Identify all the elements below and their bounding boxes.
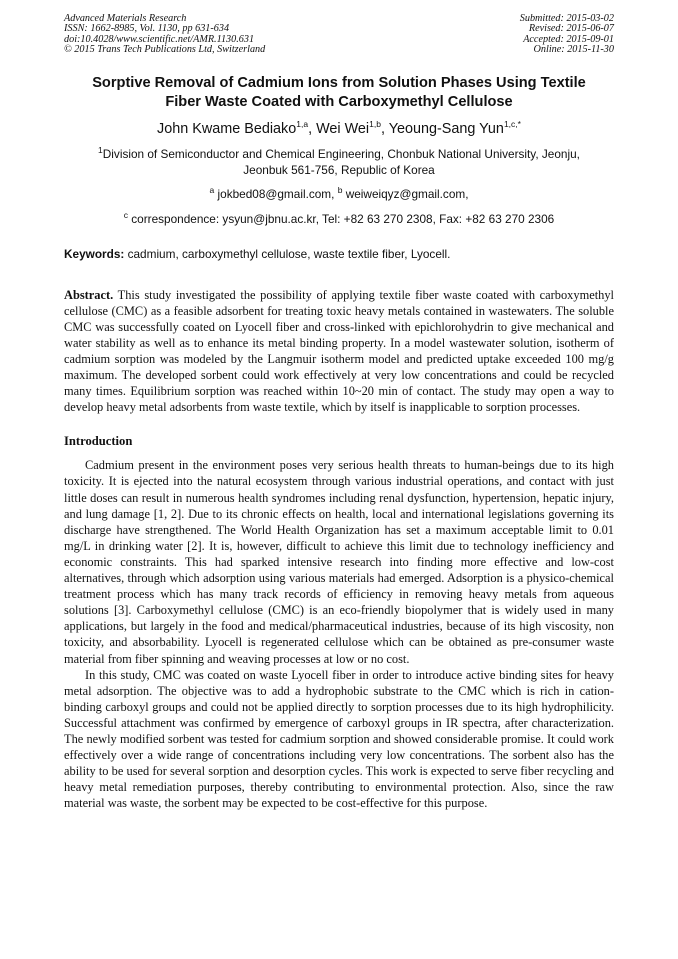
date-accepted: Accepted: 2015-09-01 xyxy=(523,33,614,45)
author-list: John Kwame Bediako$^{1,a}$, Wei Wei$^{1,b}$, Yeoung-Sang Yun$^{1,c,*}$ xyxy=(157,118,521,137)
author-name: John Kwame Bediako xyxy=(157,120,297,137)
introduction-paragraph: In this study, CMC was coated on waste Lyocell fiber in order to introduce active binding sites for heavy metal adsorption. The objective was to add a hydrophobic substrate to the CMC which is rich in cation-binding carboxyl groups and could not be applied directly to sorption processes due to its high hydrophilicity. Successful attachment was confirmed by emergence of carboxyl groups in IR spectra, after characterization. The newly modified sorbent was tested for cadmium sorption and showed considerable promise. It could work effectively over a wide range of concentrations including very low concentrations. The sorbent also has the ability to be used for several sorption and desorption cycles. This work is expected to serve fiber recycling and heavy metal remediation purposes, thereby contributing to environmental protection. Also, since the raw material was waste, the sorbent may be expected to be cost-effective for this purpose. xyxy=(64,667,614,811)
keywords-text: cadmium, carboxymethyl cellulose, waste textile fiber, Lyocell. xyxy=(127,246,451,261)
date-online: Online: 2015-11-30 xyxy=(533,44,614,56)
author-superscript: 1,a xyxy=(296,118,309,129)
email-superscript: a xyxy=(209,184,215,195)
email-superscript: b xyxy=(337,184,343,195)
correspondence xyxy=(64,211,614,227)
date-submitted: Submitted: 2015-03-02 xyxy=(519,13,614,24)
publication-dates xyxy=(520,14,614,56)
keywords-label: Keywords: xyxy=(64,246,125,261)
journal-name: Advanced Materials Research xyxy=(64,13,187,24)
author-emails xyxy=(64,186,614,202)
author-superscript: 1,b xyxy=(369,118,381,129)
title-line-1: Sorptive Removal of Cadmium Ions from Solution Phases Using Textile xyxy=(92,74,586,91)
section-heading-introduction: Introduction xyxy=(64,434,133,449)
journal-issn: ISSN: 1662-8985, Vol. 1130, pp 631-634 xyxy=(64,23,230,35)
author-name: Wei Wei xyxy=(316,120,370,137)
correspondence-text: correspondence: ysyun@jbnu.ac.kr, Tel: +82 63 270 2308, Fax: +82 63 270 2306 xyxy=(131,211,555,226)
affiliation xyxy=(64,146,614,178)
email-b[interactable]: weiweiqyz@gmail.com, xyxy=(345,186,469,201)
affiliation-line-2: Jeonbuk 561-756, Republic of Korea xyxy=(243,162,435,177)
abstract-text: This study investigated the possibility of applying textile fiber waste coated with carboxymethyl cellulose (CMC) as a feasible adsorbent for treating toxic heavy metals contained in wastewaters. The soluble CMC was successfully coated on Lyocell fiber and cross-linked with epichlorohydrin to give mechanical and water stability as well as to enhance its metal binding property. In a model wastewater solution, isotherm of cadmium sorption was modeled by the Langmuir isotherm model and predicted uptake exceeded 100 mg/g maximum. The developed sorbent could work effectively at very low concentrations and could be recycled many times. Equilibrium sorption was reached within 10~20 min of contact. The study may open a way to develop heavy metal adsorbents from waste textile, which by itself is inapplicable to sorption processes. xyxy=(64,287,614,415)
abstract xyxy=(64,287,614,416)
title-line-2: Fiber Waste Coated with Carboxymethyl Cellulose xyxy=(165,93,513,110)
journal-info xyxy=(64,14,265,56)
author-name: Yeoung-Sang Yun xyxy=(388,120,504,137)
affiliation-superscript: 1 xyxy=(98,144,103,155)
paper-title xyxy=(64,74,614,112)
keywords xyxy=(64,246,614,262)
journal-doi[interactable]: doi:10.4028/www.scientific.net/AMR.1130.631 xyxy=(64,33,255,45)
author-superscript: 1,c,* xyxy=(503,118,521,129)
journal-copyright: © 2015 Trans Tech Publications Ltd, Switzerland xyxy=(64,44,266,56)
date-revised: Revised: 2015-06-07 xyxy=(528,23,614,35)
journal-header xyxy=(64,14,614,56)
introduction-paragraph: Cadmium present in the environment poses very serious health threats to human-beings due to its high toxicity. It is ejected into the natural ecosystem through various industrial operations, and contact with just little doses can result in numerous health syndromes including renal dysfunction, hypertension, hepatic injury, and lung damage [1, 2]. Due to its chronic effects on health, local and international legislations governing its discharge have strengthened. The World Health Organization has set a maximum acceptable limit to 0.01 mg/L in drinking water [2]. It is, however, difficult to achieve this limit due to technology inefficiency and economic constraints. This had sparked intensive research into finding more effective and low-cost alternatives, through which adsorption using various materials had emerged. Adsorption is a physico-chemical treatment process which has many track records of efficiency in removing heavy metals from aqueous solutions [3]. Carboxymethyl cellulose (CMC) is an eco-friendly biopolymer that is widely used in many applications, but largely in the food and medical/pharmaceutical industries, because of its high viscosity, non toxicity, and absorbability. Lyocell is regenerated cellulose which can be obtained as pre-consumer waste material from fiber spinning and weaving processes at low or no cost. xyxy=(64,458,614,666)
email-a[interactable]: jokbed08@gmail.com, xyxy=(217,186,335,201)
abstract-label: Abstract. xyxy=(64,287,114,302)
affiliation-line-1: Division of Semiconductor and Chemical Engineering, Chonbuk National University, Jeonju, xyxy=(102,146,580,161)
correspondence-superscript: c xyxy=(123,209,128,220)
